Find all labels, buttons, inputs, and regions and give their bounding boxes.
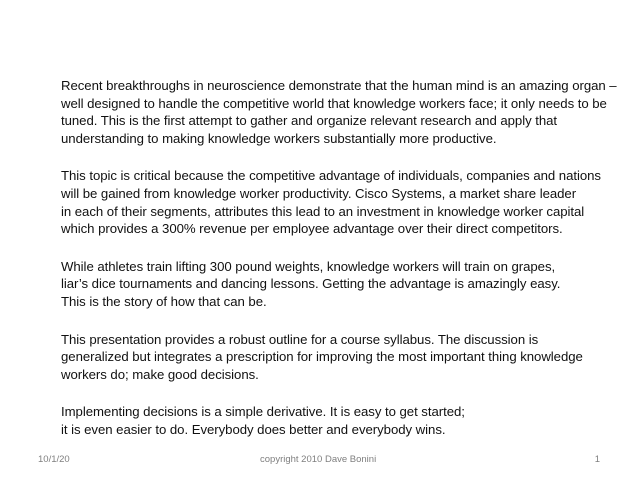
paragraph-athletes bbox=[61, 258, 621, 311]
text-line: workers do; make good decisions. bbox=[61, 366, 259, 382]
text-line: which provides a 300% revenue per employee advantage over their direct competitors. bbox=[61, 221, 563, 237]
paragraph-breakthroughs bbox=[61, 77, 621, 147]
text-line: in each of their segments, attributes this lead to an investment in knowledge worker capital bbox=[61, 203, 585, 219]
text-line: generalized but integrates a prescription for improving the most important thing knowledge bbox=[61, 349, 583, 365]
text-line: liar’s dice tournaments and dancing lessons. Getting the advantage is amazingly easy. bbox=[61, 276, 561, 292]
text-line: it is even easier to do. Everybody does better and everybody wins. bbox=[61, 421, 446, 437]
text-line: This presentation provides a robust outline for a course syllabus. The discussion is bbox=[61, 331, 539, 347]
footer-date: 10/1/20 bbox=[38, 454, 70, 465]
text-line: This is the story of how that can be. bbox=[61, 293, 267, 309]
text-line: Recent breakthroughs in neuroscience demonstrate that the human mind is an amazing organ – bbox=[61, 78, 617, 93]
paragraph-implementing bbox=[61, 403, 621, 438]
text-line: well designed to handle the competitive world that knowledge workers face; it only needs to be bbox=[61, 95, 607, 111]
text-line: Implementing decisions is a simple derivative. It is easy to get started; bbox=[61, 404, 465, 420]
paragraph-presentation bbox=[61, 331, 621, 384]
text-line: tuned. This is the first attempt to gather and organize relevant research and apply that bbox=[61, 113, 558, 129]
text-line: This topic is critical because the competitive advantage of individuals, companies and nations bbox=[61, 168, 601, 184]
footer-page-number: 1 bbox=[594, 454, 600, 465]
text-line: While athletes train lifting 300 pound weights, knowledge workers will train on grapes, bbox=[61, 258, 556, 274]
text-line: will be gained from knowledge worker productivity. Cisco Systems, a market share leader bbox=[61, 185, 577, 201]
footer-copyright: copyright 2010 Dave Bonini bbox=[260, 454, 377, 465]
slide-body-text bbox=[61, 77, 621, 459]
paragraph-competitive-advantage bbox=[61, 167, 621, 237]
text-line: understanding to making knowledge workers substantially more productive. bbox=[61, 130, 497, 146]
